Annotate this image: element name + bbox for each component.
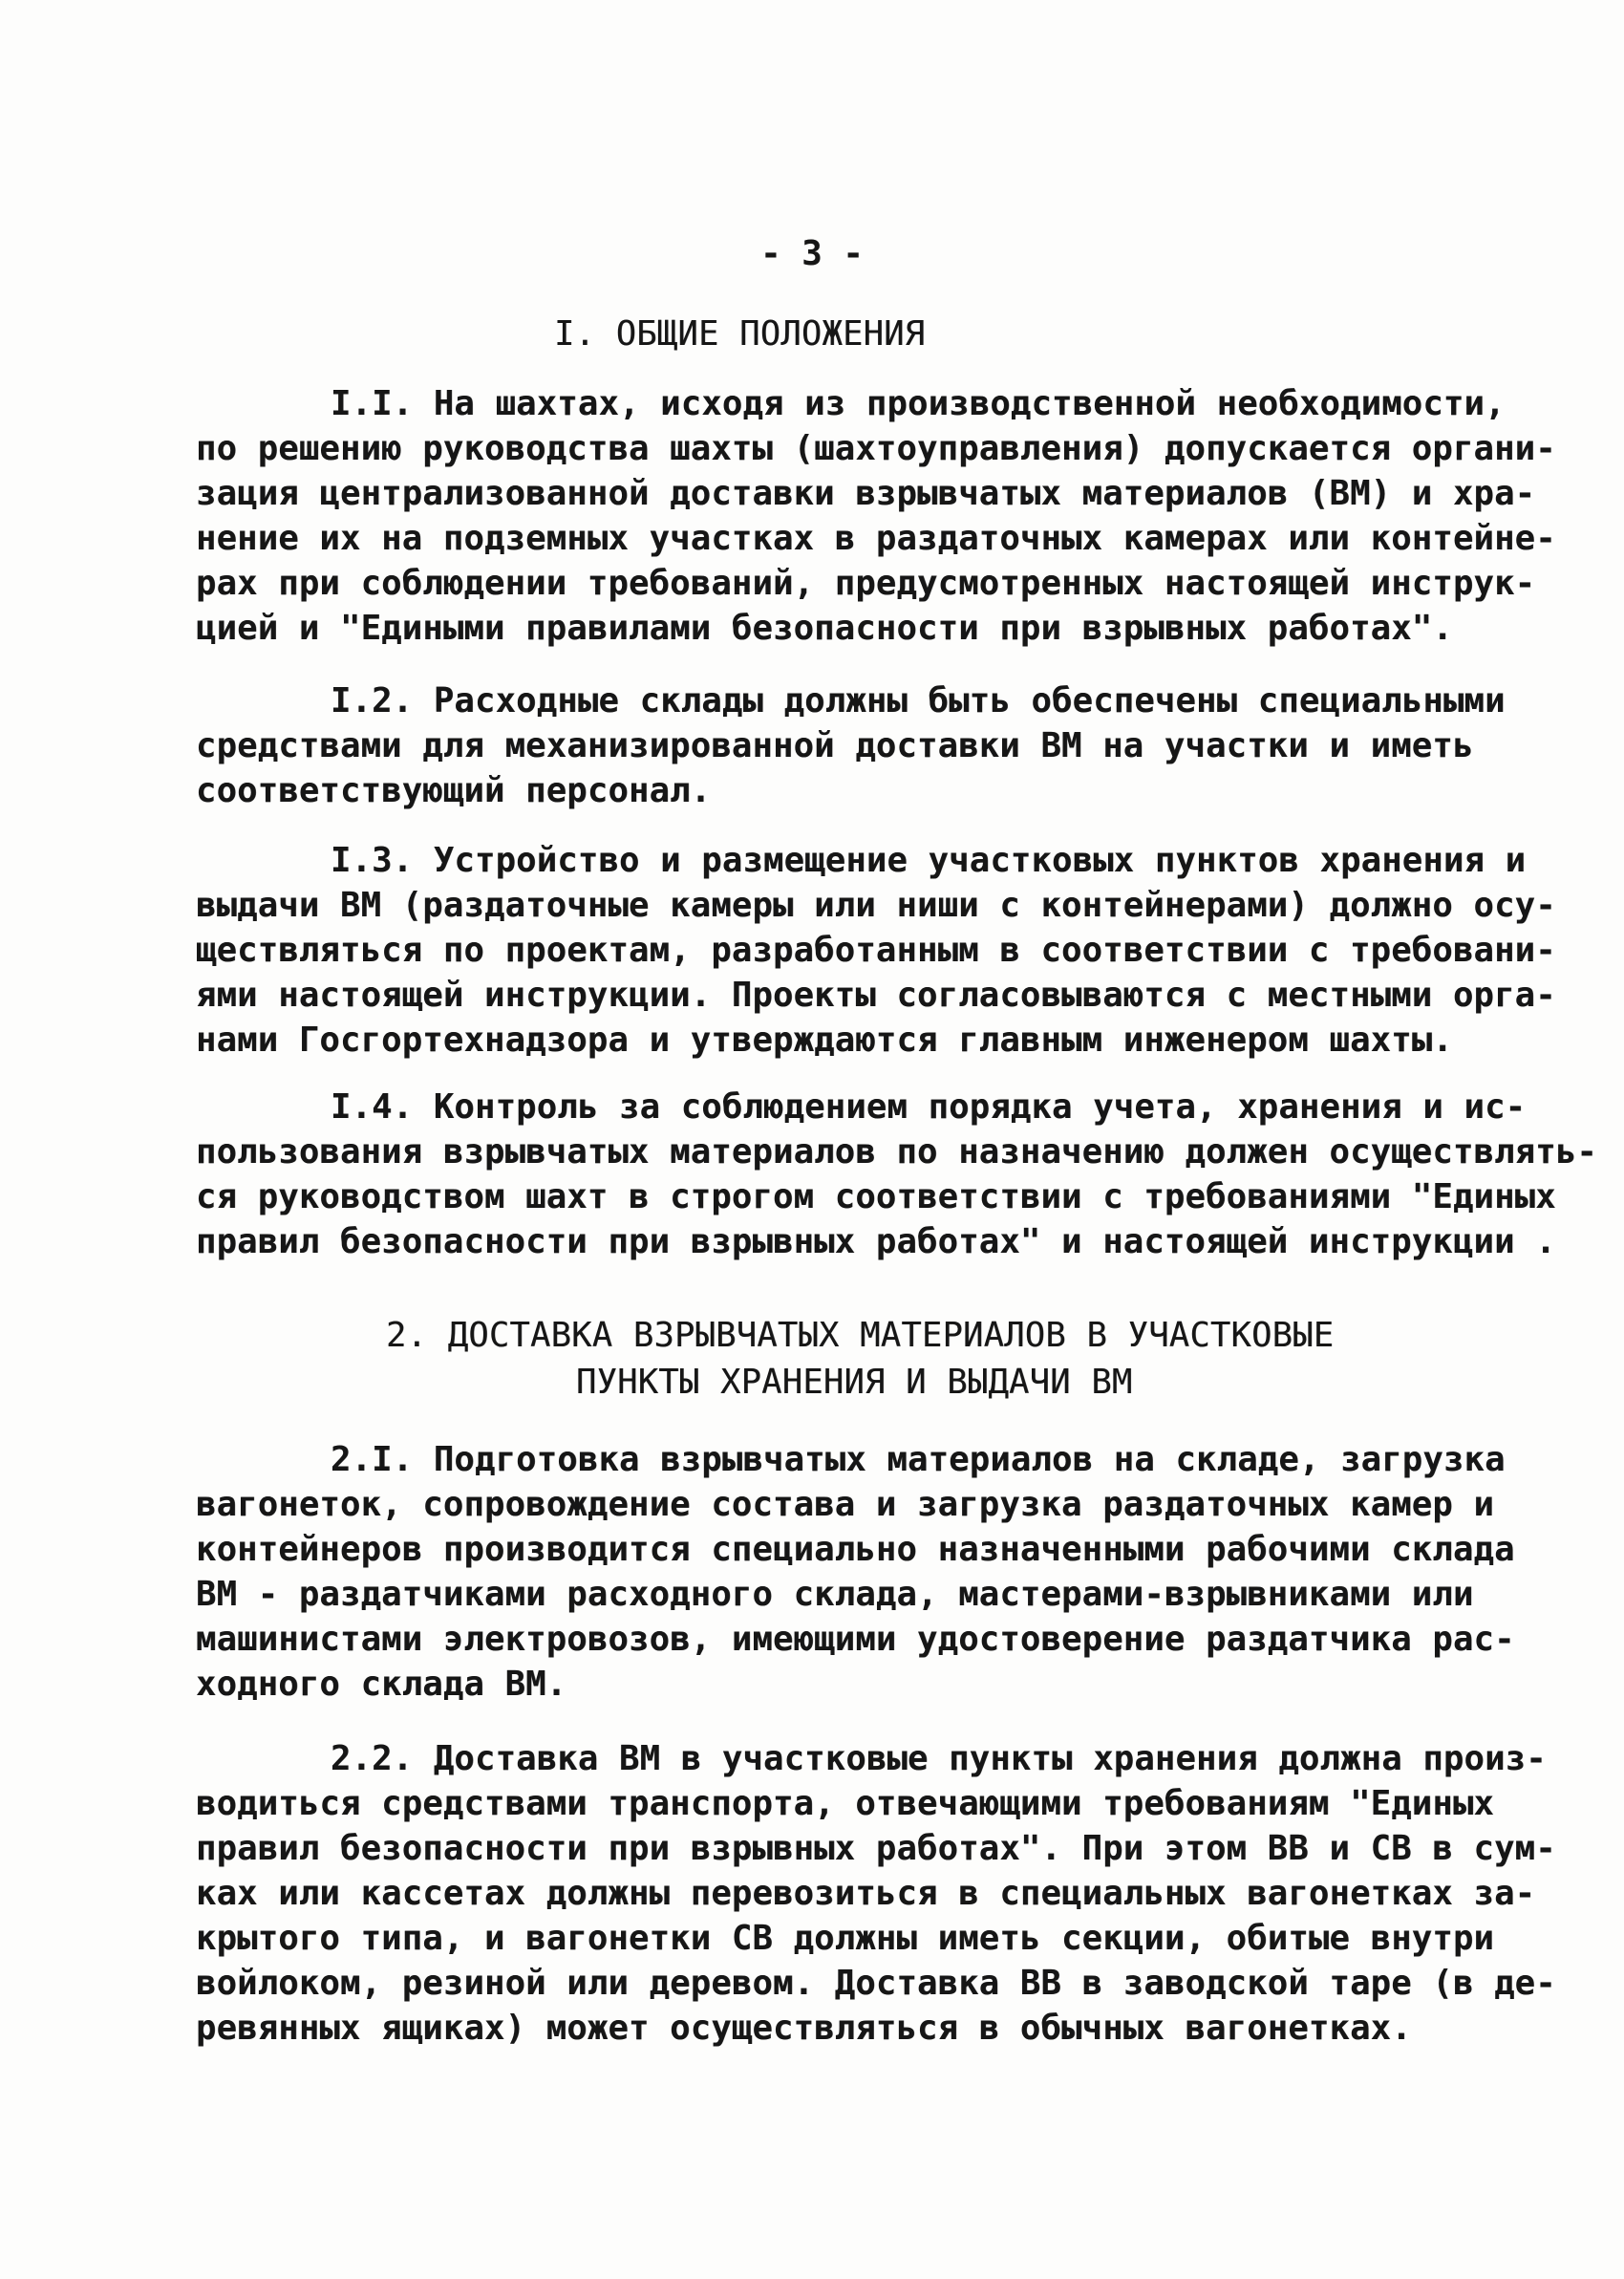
section-1-title: I. ОБЩИЕ ПОЛОЖЕНИЯ [554, 314, 926, 354]
paragraph-line: вагонеток, сопровождение состава и загрузка раздаточных камер и [196, 1485, 1495, 1524]
paragraph-line: средствами для механизированной доставки ВМ на участки и иметь [196, 726, 1474, 765]
paragraph-line: войлоком, резиной или деревом. Доставка ВВ в заводской таре (в де- [196, 1964, 1556, 2003]
paragraph-line: I.4. Контроль за соблюдением порядка учета, хранения и ис- [331, 1087, 1527, 1127]
section-2-title-line-2: ПУНКТЫ ХРАНЕНИЯ И ВЫДАЧИ ВМ [576, 1363, 1133, 1402]
paragraph-line: ревянных ящиках) может осуществляться в обычных вагонетках. [196, 2009, 1412, 2048]
paragraph-line: ся руководством шахт в строгом соответствии с требованиями "Единых [196, 1177, 1556, 1216]
section-2-title-line-1: 2. ДОСТАВКА ВЗРЫВЧАТЫХ МАТЕРИАЛОВ В УЧАСТКОВЫЕ [386, 1316, 1335, 1355]
paragraph-line: правил безопасности при взрывных работах" и настоящей инструкции . [196, 1222, 1556, 1261]
page-number: - 3 - [760, 234, 864, 273]
paragraph-line: ках или кассетах должны перевозиться в специальных вагонетках за- [196, 1874, 1536, 1913]
paragraph-line: 2.2. Доставка ВМ в участковые пункты хранения должна произ- [331, 1739, 1547, 1778]
paragraph-line: правил безопасности при взрывных работах". При этом ВВ и СВ в сум- [196, 1829, 1556, 1868]
paragraph-line: цией и "Едиными правилами безопасности при взрывных работах". [196, 609, 1453, 648]
paragraph-line: выдачи ВМ (раздаточные камеры или ниши с контейнерами) должно осу- [196, 886, 1556, 925]
paragraph-line: пользования взрывчатых материалов по назначению должен осуществлять- [196, 1132, 1597, 1172]
paragraph-line: машинистами электровозов, имеющими удостоверение раздатчика рас- [196, 1620, 1515, 1659]
paragraph-line: I.3. Устройство и размещение участковых пунктов хранения и [331, 841, 1527, 880]
paragraph-line: по решению руководства шахты (шахтоуправления) допускается органи- [196, 429, 1556, 468]
paragraph-line: ществляться по проектам, разработанным в соответствии с требовани- [196, 931, 1556, 970]
paragraph-line: рах при соблюдении требований, предусмотренных настоящей инструк- [196, 564, 1536, 603]
paragraph-line: ями настоящей инструкции. Проекты согласовываются с местными орга- [196, 976, 1556, 1015]
paragraph-line: ходного склада ВМ. [196, 1665, 567, 1704]
paragraph-line: контейнеров производится специально назначенными рабочими склада [196, 1530, 1515, 1569]
paragraph-line: нами Госгортехнадзора и утверждаются главным инженером шахты. [196, 1021, 1453, 1060]
paragraph-line: I.2. Расходные склады должны быть обеспечены специальными [331, 681, 1506, 720]
paragraph-line: соответствующий персонал. [196, 771, 712, 810]
paragraph-line: I.I. На шахтах, исходя из производственной необходимости, [331, 384, 1506, 423]
paragraph-line: крытого типа, и вагонетки СВ должны иметь секции, обитые внутри [196, 1919, 1495, 1958]
paragraph-line: зация централизованной доставки взрывчатых материалов (ВМ) и хра- [196, 474, 1536, 513]
paragraph-line: ВМ - раздатчиками расходного склада, мастерами-взрывниками или [196, 1575, 1474, 1614]
paragraph-line: нение их на подземных участках в раздаточных камерах или контейне- [196, 519, 1556, 558]
paragraph-line: водиться средствами транспорта, отвечающими требованиям "Единых [196, 1784, 1495, 1823]
paragraph-line: 2.I. Подготовка взрывчатых материалов на складе, загрузка [331, 1440, 1506, 1479]
